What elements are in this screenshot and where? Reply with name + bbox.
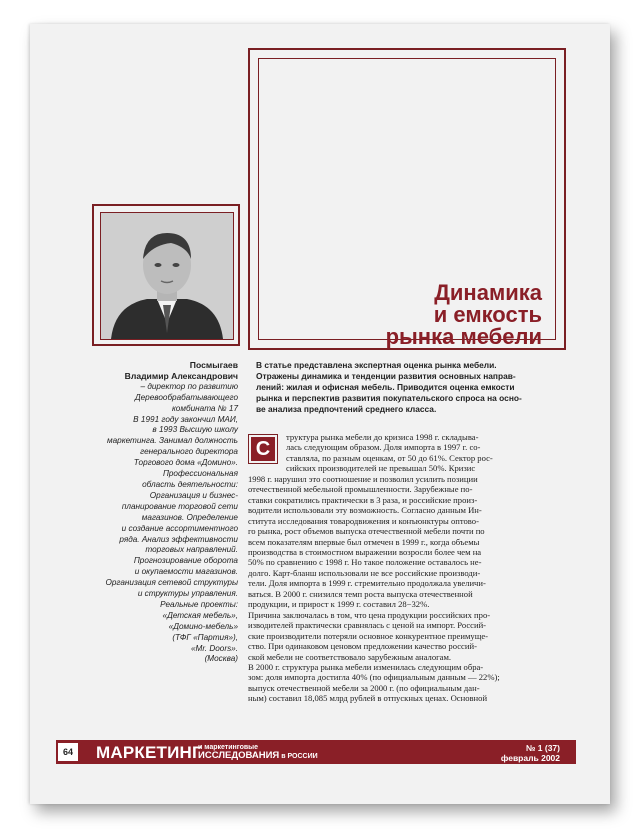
body-line: всем показателям впервые был отмечен в 1999 г., когда объемы [248, 536, 480, 547]
body-line: производства в стоимостном выражении возросли более чем на [248, 546, 482, 557]
body-line: ным) составил 18,085 млрд рублей в отпускных ценах. Основной [248, 693, 488, 704]
body-line: Причина заключалась в том, что цена продукции российских про- [248, 609, 491, 620]
issue-date: февраль 2002 [500, 753, 560, 763]
bio-line: и окупаемости магазинов. [134, 567, 238, 577]
bio-line: маркетинга. Занимал должность [106, 436, 238, 446]
body-line: В 2000 г. структура рынка мебели изменилась следующим обра- [248, 661, 484, 672]
body-line: ские производители потеряли основное конкурентное преимуще- [248, 630, 488, 641]
body-line: долго. Карт-бланш использовали не все российские производи- [248, 567, 481, 578]
bio-line: область деятельности: [142, 479, 238, 489]
bio-line: ряда. Анализ эффективности [119, 534, 238, 544]
body-line: 1998 г. нарушил это соотношение и позволил усилить позиции [248, 473, 478, 484]
body-line: го рынка, рост объемов выпуска отечественной мебели почти по [248, 526, 485, 537]
article-title [386, 282, 542, 348]
body-line: ститута исследования товародвижения и конъюнктуры оптово- [248, 515, 479, 526]
bio-line: комбината № 17 [171, 403, 238, 413]
bio-line: Торгового дома «Домино». [133, 458, 238, 468]
bio-line: (ТФГ «Партия»), [172, 632, 238, 642]
body-line: зом: доля импорта достигла 40% (по официальным данным — 22%); [248, 672, 500, 683]
body-line: водители использовали эту возможность. Согласно данным Ин- [248, 505, 482, 516]
body-line: изводителей практически сравнялась с ценой на импорт. Россий- [248, 620, 487, 631]
article-body [248, 432, 554, 704]
body-line: выпуск отечественной мебели за 2000 г. (по официальным дан- [248, 682, 480, 693]
body-line: ставки сократились практически в 3 раза, и российские произ- [248, 494, 478, 505]
body-line: ской мебели не соответствовало зарубежным аналогам. [248, 651, 452, 662]
bio-line: «Mr. Doors». [190, 643, 238, 653]
title-frame [248, 48, 566, 350]
bio-line: в 1993 Высшую школу [152, 425, 238, 435]
bio-line: (Москва) [204, 654, 238, 664]
body-line: ваться. В 2000 г. снизился темп роста выпуска отечественной [248, 588, 473, 599]
bio-line: генерального директора [140, 447, 238, 457]
brand-sub-line-2: ИССЛЕДОВАНИЯ [198, 750, 280, 761]
bio-line: планирование торговой сети [121, 501, 238, 511]
bio-line: магазинов. Определение [141, 512, 238, 522]
brand-sub-line-1: и маркетинговые [198, 744, 259, 751]
issue-info [501, 743, 560, 763]
magazine-page [30, 24, 610, 804]
magazine-brand: МАРКЕТИНГ [96, 743, 202, 762]
lead-line: В статье представлена экспертная оценка рынка мебели. [256, 360, 497, 370]
body-line: 50% по сравнению с 1998 г. Но такое положение оставалось не- [248, 557, 482, 568]
author-photo [100, 212, 234, 340]
author-photo-frame [92, 204, 240, 346]
bio-line: «Детская мебель», [162, 610, 238, 620]
lead-line: лений: жилая и офисная мебель. Приводится оценка емкости [256, 382, 515, 392]
magazine-brand-subtitle [198, 744, 318, 761]
lead-line: рынка и перспектив развития покупательского спроса на осно- [256, 393, 522, 403]
bio-line: и структуры управления. [137, 589, 238, 599]
body-line: сийских производителей не превышал 50%. Кризис [286, 463, 476, 474]
bio-line: торговых направлений. [145, 545, 238, 555]
drop-cap-letter: С [251, 437, 275, 461]
bio-line: Прогнозирование оборота [133, 556, 238, 566]
body-line: тели. Доля импорта в 1999 г. стремительно продолжала увеличи- [248, 578, 486, 589]
author-surname: Посмыгаев [189, 360, 238, 370]
page-number: 64 [57, 742, 79, 762]
body-line: ство. При одинаковом ценовом предложении качество россий- [248, 641, 477, 652]
bio-line: и создание ассортиментного [121, 523, 238, 533]
author-name: Владимир Александрович [124, 370, 238, 381]
body-line: отечественной мебельной промышленности. Зарубежные по- [248, 484, 473, 495]
author-bio [54, 360, 238, 665]
body-line: труктура рынка мебели до кризиса 1998 г. складыва- [286, 432, 479, 442]
issue-number: № 1 (37) [525, 743, 560, 753]
bio-line: Деревообрабатывающего [134, 392, 238, 402]
lead-line: ве анализа предпочтений среднего класса. [256, 404, 437, 414]
title-line-1: Динамика [434, 280, 542, 305]
brand-sub-line-3: в РОССИИ [281, 753, 318, 760]
bio-line: Профессиональная [162, 469, 238, 479]
body-line: ставляла, по разным оценкам, от 50 до 61%. Сектор рос- [286, 452, 493, 463]
bio-line: Организация и бизнес- [149, 490, 238, 500]
body-line: продукции, и прирост к 1999 г. составил 28−32%. [248, 599, 430, 610]
lead-line: Отражены динамика и тенденции развития основных направ- [256, 371, 516, 381]
title-line-3: рынка мебели [385, 324, 542, 349]
bio-line: Организация сетевой структуры [105, 578, 238, 588]
bio-line: – директор по развитию [140, 381, 238, 391]
body-line: лась следующим образом. Доля импорта в 1997 г. со- [286, 442, 481, 453]
title-line-2: и емкость [433, 302, 542, 327]
author-portrait-image [101, 213, 233, 339]
bio-line: «Домино-мебель» [168, 621, 238, 631]
article-lead [256, 360, 556, 415]
bio-line: В 1991 году закончил МАИ, [133, 414, 238, 424]
bio-line: Реальные проекты: [160, 599, 238, 609]
